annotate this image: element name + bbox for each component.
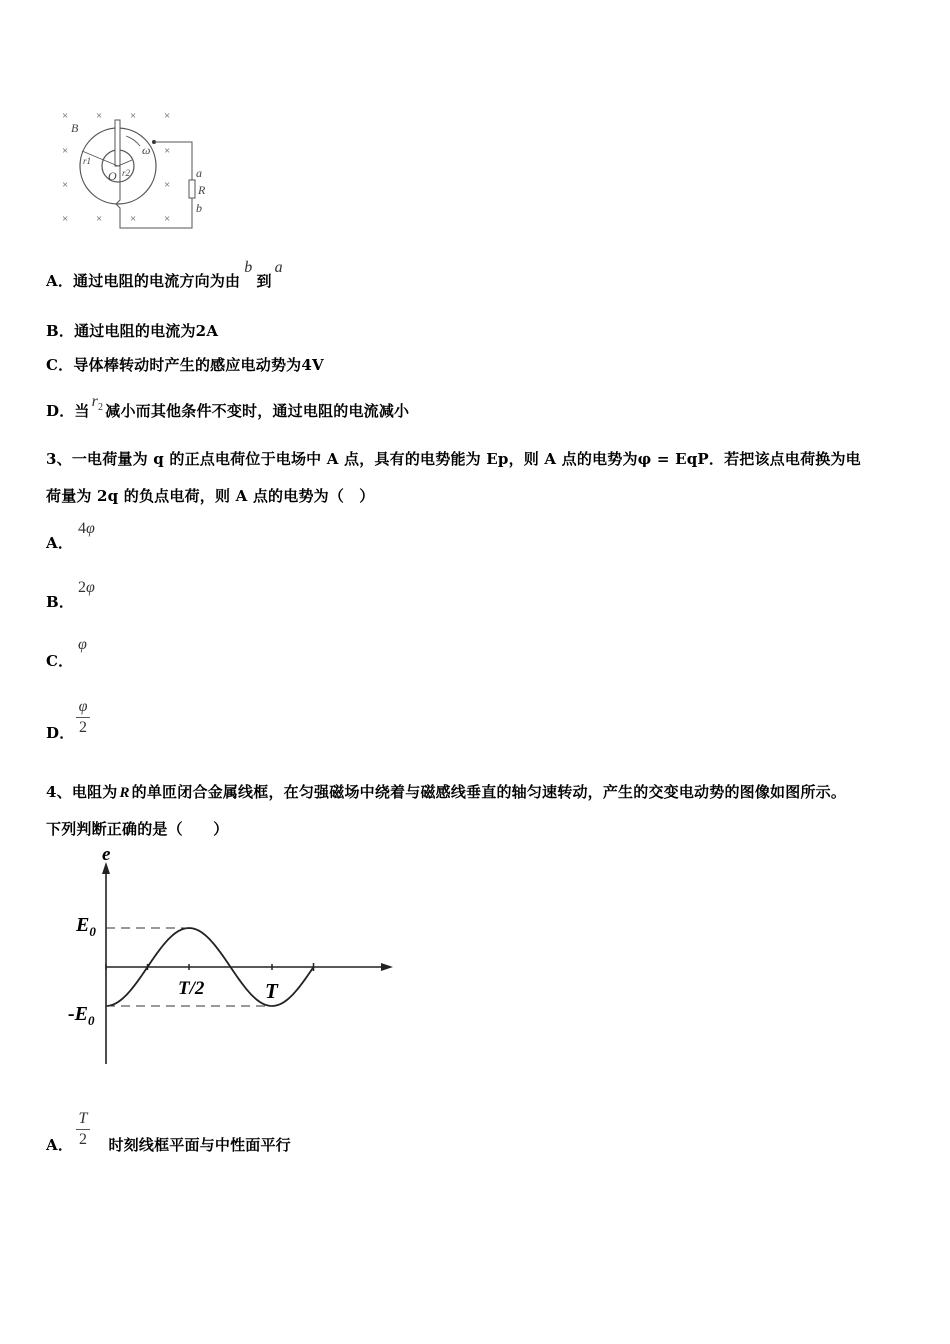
cross-mark: × xyxy=(164,145,171,157)
cross-mark: × xyxy=(62,110,69,122)
label-neg-E0: $-E_0$ xyxy=(68,1003,95,1028)
q4-option-a-text: 时刻线框平面与中性面平行 xyxy=(108,1136,291,1154)
q3-stem-line2: 荷量为 2q 的负点电荷，则 A 点的电势为（ ） xyxy=(46,487,375,505)
cross-mark: × xyxy=(164,110,171,122)
q2-option-a-to: a xyxy=(274,259,283,276)
q2-option-a[interactable] xyxy=(46,259,283,291)
q2-option-d-prefix: D．当 xyxy=(46,402,90,420)
resistor-R xyxy=(189,180,195,198)
x-tick-label-T-half: T/2 xyxy=(178,978,205,999)
label-R: R xyxy=(198,183,206,197)
fraction-numerator: T xyxy=(78,1110,88,1127)
q3-option-a-expr: 4φ xyxy=(78,520,95,537)
q2-option-a-from: b xyxy=(244,259,253,276)
circuit-wire-top xyxy=(154,142,192,180)
q4-stem-R: R xyxy=(119,785,130,801)
q3-option-d-fraction xyxy=(76,698,90,737)
q2-option-d-suffix: 减小而其他条件不变时，通过电阻的电流减小 xyxy=(105,402,410,420)
label-r1: r1 xyxy=(83,156,92,166)
label-E0: $E_0$ xyxy=(76,914,96,939)
q2-option-a-prefix: A．通过电阻的电流方向为由 xyxy=(46,272,241,290)
q4-option-a-fraction xyxy=(76,1110,90,1149)
q3-option-c-label: C． xyxy=(46,652,74,670)
emf-chart xyxy=(60,842,400,1072)
q4-stem-line1: 4、电阻为 R 的单匝闭合金属线框，在匀强磁场中绕着与磁感线垂直的轴匀速转动，产生的交变电动势的图像如图所示。 xyxy=(46,783,847,801)
fraction-denominator: 2 xyxy=(79,719,87,736)
rotating-rod-diagram xyxy=(56,104,226,234)
q2-option-a-to-word: 到 xyxy=(256,272,272,290)
emf-curve-tail xyxy=(272,967,314,1006)
x-axis-arrow xyxy=(381,963,393,971)
x-tick-label-T: T xyxy=(265,979,278,1003)
rotation-arrow xyxy=(126,136,140,146)
q3-option-d[interactable] xyxy=(46,722,74,743)
q4-option-a-label: A． xyxy=(46,1136,74,1154)
y-axis-label-e: e xyxy=(102,844,111,865)
label-a: a xyxy=(196,166,202,180)
fraction-numerator: φ xyxy=(78,698,88,715)
cross-mark: × xyxy=(130,110,137,122)
cross-mark: × xyxy=(130,213,137,225)
cross-mark: × xyxy=(164,179,171,191)
q2-option-d-var: $r_2$ xyxy=(91,393,104,414)
cross-mark: × xyxy=(62,145,69,157)
cross-mark: × xyxy=(96,110,103,122)
label-O: O xyxy=(108,169,117,183)
fraction-denominator: 2 xyxy=(79,1131,87,1148)
q4-stem-line2: 下列判断正确的是（ ） xyxy=(46,820,229,838)
q3-option-c-expr: φ xyxy=(78,636,87,653)
q2-option-c[interactable]: C．导体棒转动时产生的感应电动势为4V xyxy=(46,356,324,374)
label-B: B xyxy=(71,121,79,135)
conducting-rod xyxy=(115,120,120,166)
q3-stem-line1: 3、一电荷量为 q 的正点电荷位于电场中 A 点，具有的电势能为 Ep，则 A 点的电势为φ = EqP．若把该点电荷换为电 xyxy=(46,450,861,468)
q3-option-a-label: A． xyxy=(46,534,74,552)
q3-option-d-label: D． xyxy=(46,724,75,742)
cross-mark: × xyxy=(62,213,69,225)
cross-mark: × xyxy=(96,213,103,225)
q3-option-b-label: B． xyxy=(46,593,75,611)
q3-option-a[interactable] xyxy=(46,532,73,553)
q3-option-b-expr: 2φ xyxy=(78,579,95,596)
label-b: b xyxy=(196,201,202,215)
q2-option-d[interactable] xyxy=(46,393,410,423)
q3-option-c[interactable] xyxy=(46,650,73,671)
cross-mark: × xyxy=(62,179,69,191)
q3-option-b[interactable] xyxy=(46,591,74,612)
q2-option-b[interactable]: B．通过电阻的电流为2A xyxy=(46,322,219,340)
label-r2: r2 xyxy=(122,168,131,178)
cross-mark: × xyxy=(164,213,171,225)
label-omega: ω xyxy=(142,143,151,157)
